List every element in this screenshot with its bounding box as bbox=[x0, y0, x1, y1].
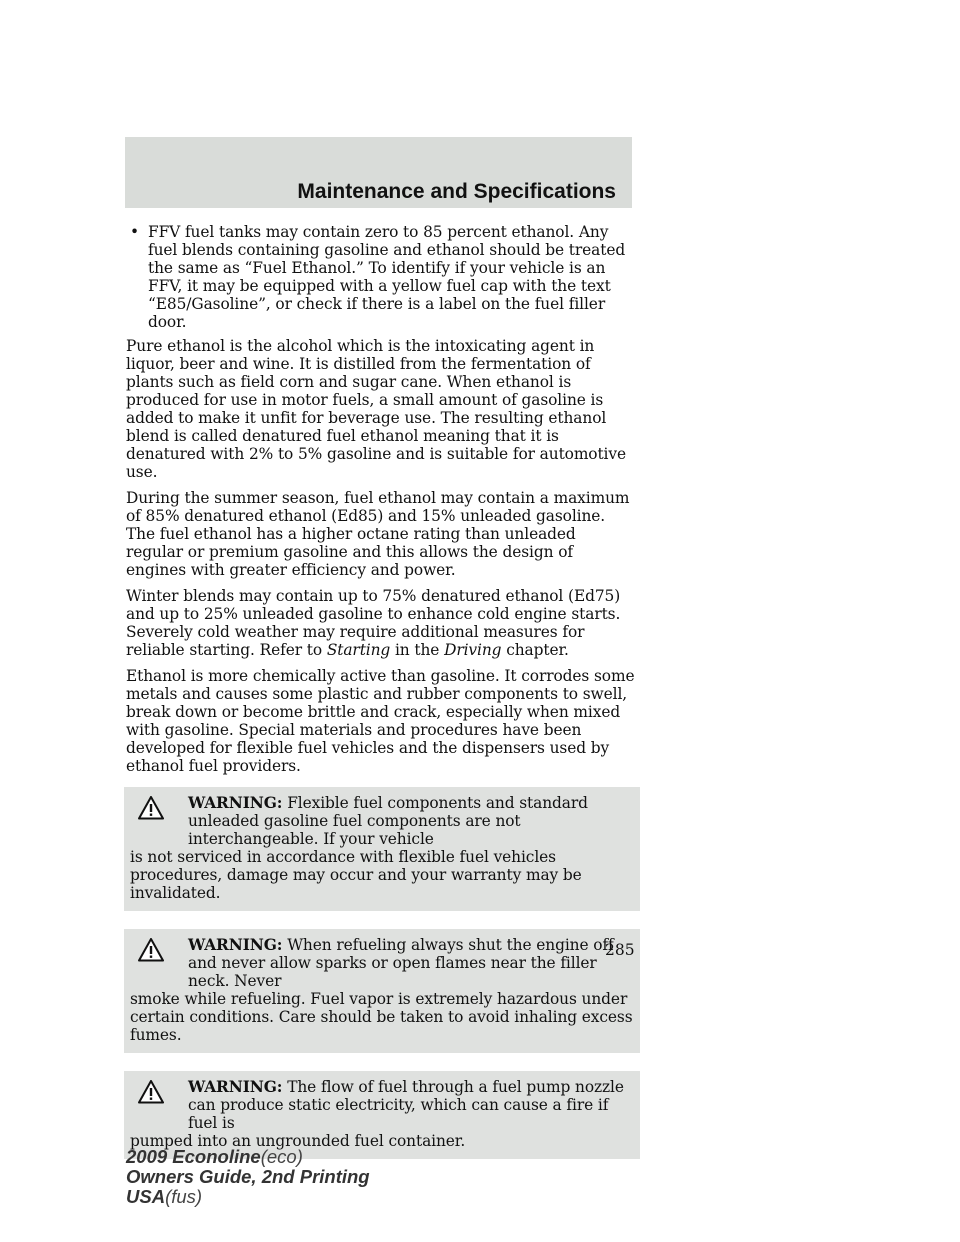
warning-text-continued: smoke while refueling. Fuel vapor is extremely hazardous under certain conditions. Care should be taken to avoid inhaling excess fumes. bbox=[130, 990, 633, 1044]
warning-label: WARNING: bbox=[188, 794, 283, 812]
page-section-title: Maintenance and Specifications bbox=[297, 180, 616, 203]
winter-text-3: chapter. bbox=[501, 641, 569, 659]
warning-text-continued: is not serviced in accordance with flexible fuel vehicles procedures, damage may occur and your warranty may be invalidated. bbox=[130, 848, 582, 902]
warning-box bbox=[124, 787, 640, 911]
warning-label: WARNING: bbox=[188, 1078, 283, 1096]
warning-text: Flexible fuel components and standard unleaded gasoline fuel components are not interchangeable. If your vehicle bbox=[188, 794, 588, 848]
warning-triangle-icon bbox=[130, 794, 188, 848]
footer-model: 2009 Econoline bbox=[126, 1146, 261, 1167]
paragraph-ethanol: Pure ethanol is the alcohol which is the intoxicating agent in liquor, beer and wine. It is distilled from the fermentation of plants such as field corn and sugar cane. When ethanol is produced for use in motor fuels, a small amount of gasoline is added to make it unfit for beverage use. The resulting ethanol blend is called denatured fuel ethanol meaning that it is denatured with 2% to 5% gasoline and is suitable for automotive use. bbox=[126, 337, 626, 481]
bullet-text: FFV fuel tanks may contain zero to 85 percent ethanol. Any fuel blends containing gasoline and ethanol should be treated the same as “Fuel Ethanol.” To identify if your vehicle is an FFV, it may be equipped with a yellow fuel cap with the text “E85/Gasoline”, or check if there is a label on the fuel filler door. bbox=[148, 223, 626, 331]
footer-region-code: (fus) bbox=[165, 1186, 203, 1207]
footer-region: USA bbox=[126, 1186, 166, 1207]
bullet-mark: • bbox=[130, 223, 139, 241]
paragraph-summer: During the summer season, fuel ethanol may contain a maximum of 85% denatured ethanol (Ed85) and 15% unleaded gasoline. The fuel ethanol has a higher octane rating than unleaded regular or premium gasoline and this allows the design of engines with greater efficiency and power. bbox=[126, 489, 630, 579]
paragraph-winter bbox=[126, 587, 636, 659]
warning-text-continued: pumped into an ungrounded fuel container. bbox=[130, 1132, 466, 1150]
footer-model-code: (eco) bbox=[260, 1146, 303, 1167]
footer-printing: Owners Guide, 2nd Printing bbox=[126, 1166, 370, 1187]
warning-box bbox=[124, 929, 640, 1053]
paragraph-corrosion: Ethanol is more chemically active than gasoline. It corrodes some metals and causes some plastic and rubber components to swell, break down or become brittle and crack, especially when mixed with gasoline. Special materials and procedures have been developed for flexible fuel vehicles and the dispensers used by ethanol fuel providers. bbox=[126, 667, 635, 775]
driving-reference: Driving bbox=[444, 641, 502, 659]
document-footer bbox=[126, 1147, 370, 1207]
winter-text: Winter blends may contain up to 75% denatured ethanol (Ed75) and up to 25% unleaded gasoline to enhance cold engine starts. Severely cold weather may require additional measures for reliable starting. Refer to bbox=[126, 587, 621, 659]
warning-text: When refueling always shut the engine off and never allow sparks or open flames near the filler neck. Never bbox=[188, 936, 614, 990]
starting-reference: Starting bbox=[326, 641, 391, 659]
page-content bbox=[126, 223, 636, 1177]
warning-triangle-icon bbox=[130, 1078, 188, 1132]
warning-label: WARNING: bbox=[188, 936, 283, 954]
winter-text-2: in the bbox=[390, 641, 445, 659]
bullet-item bbox=[126, 223, 636, 331]
warning-text: The flow of fuel through a fuel pump nozzle can produce static electricity, which can cause a fire if fuel is bbox=[188, 1078, 624, 1132]
warning-triangle-icon bbox=[130, 936, 188, 990]
page-number: 285 bbox=[605, 941, 635, 959]
